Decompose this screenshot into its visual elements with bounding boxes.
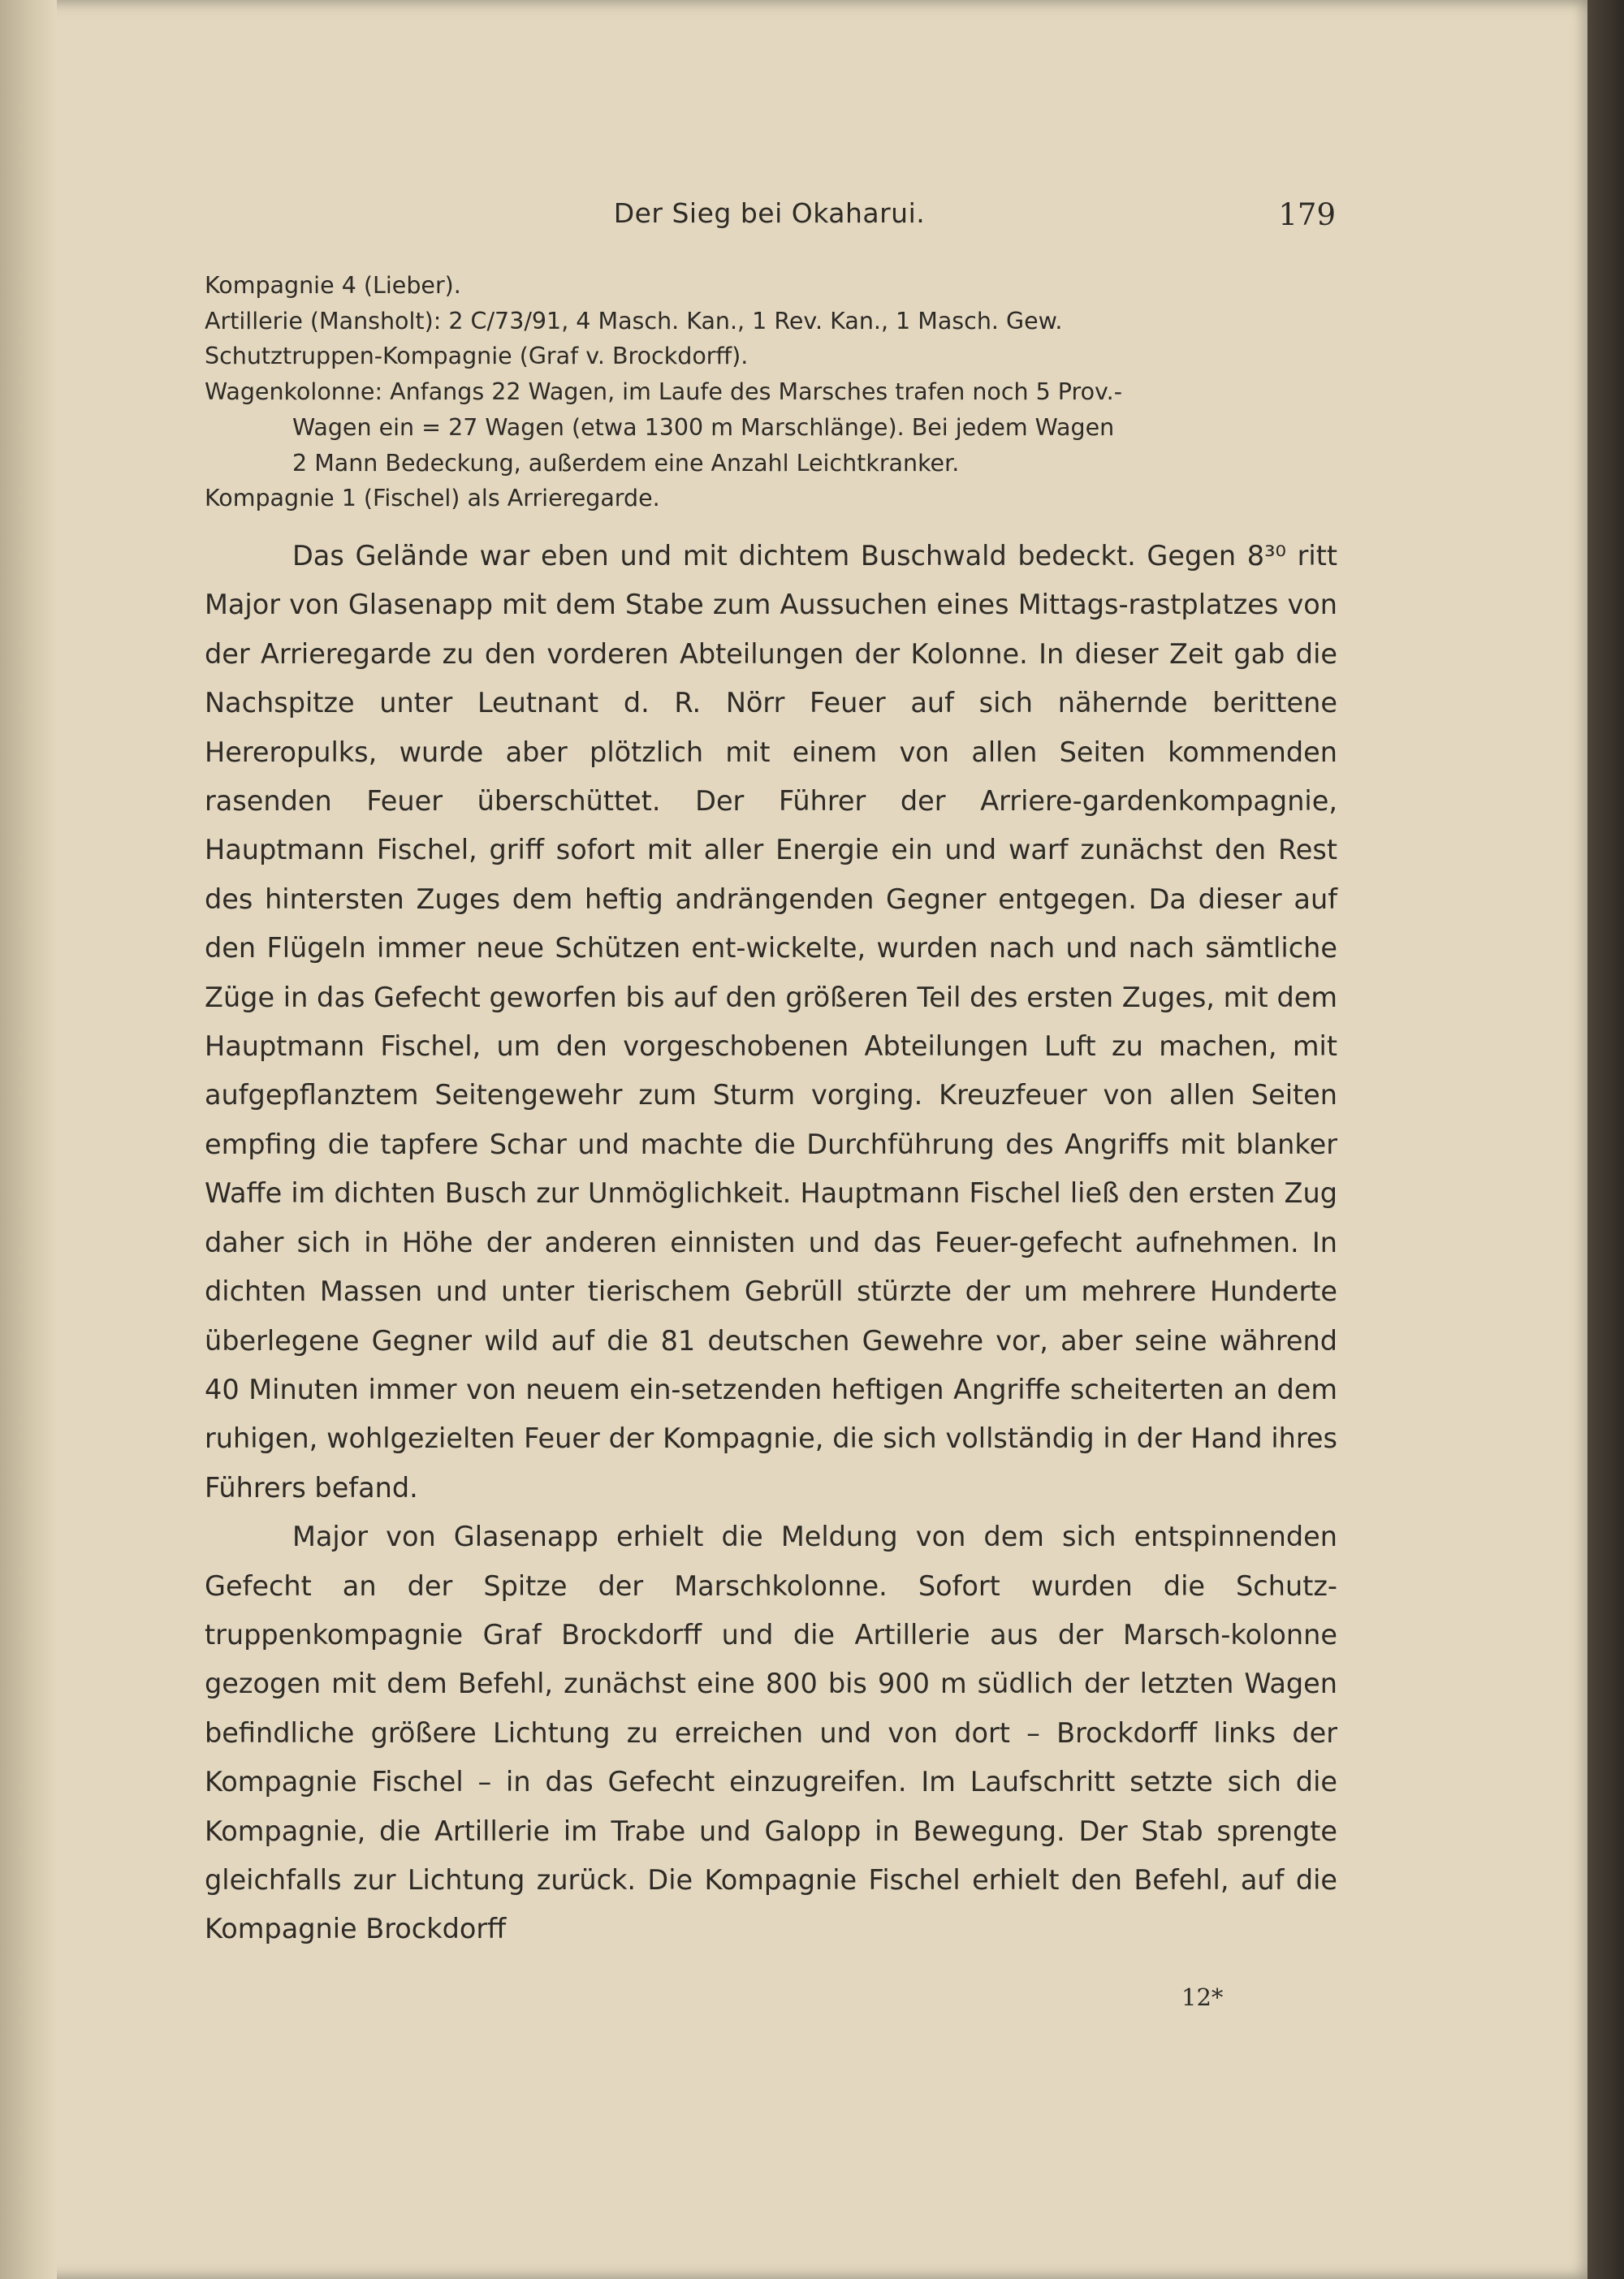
- book-spine-shadow: [0, 0, 57, 2279]
- lineup-entry: Wagenkolonne: Anfangs 22 Wagen, im Laufe des Marsches trafen noch 5 Prov.-: [205, 378, 1123, 406]
- page-number: 179: [1278, 197, 1336, 232]
- paragraph: Das Gelände war eben und mit dichtem Buschwald bedeckt. Gegen 8³⁰ ritt Major von Glasenapp mit dem Stabe zum Aussuchen eines Mittags-rastplatzes von der Arrieregarde zu den vorderen Abteilungen der Kolonne. In dieser Zeit gab die Nachspitze unter Leutnant d. R. Nörr Feuer auf sich nähernde berittene Hereropulks, wurde aber plötzlich mit einem von allen Seiten kommenden rasenden Feuer überschüttet. Der Führer der Arriere-gardenkompagnie, Hauptmann Fischel, griff sofort mit aller Energie ein und warf zunächst den Rest des hintersten Zuges dem heftig andrängenden Gegner entgegen. Da dieser auf den Flügeln immer neue Schützen ent-wickelte, wurden nach und nach sämtliche Züge in das Gefecht geworfen bis auf den größeren Teil des ersten Zuges, mit dem Hauptmann Fischel, um den vorgeschobenen Abteilungen Luft zu machen, mit aufgepflanztem Seitengewehr zum Sturm vorging. Kreuzfeuer von allen Seiten empfing die tapfere Schar und machte die Durchführung des Angriffs mit blanker Waffe im dichten Busch zur Unmöglichkeit. Hauptmann Fischel ließ den ersten Zug daher sich in Höhe der anderen einnisten und das Feuer-gefecht aufnehmen. In dichten Massen und unter tierischem Gebrüll stürzte der um mehrere Hunderte überlegene Gegner wild auf die 81 deutschen Gewehre vor, aber seine während 40 Minuten immer von neuem ein-setzenden heftigen Angriffe scheiterten an dem ruhigen, wohlgezielten Feuer der Kompagnie, die sich vollständig in der Hand ihres Führers befand.: [205, 540, 1337, 1504]
- body-text: [205, 532, 1337, 1954]
- signature-mark: 12*: [1181, 1983, 1224, 2011]
- lineup-entry-continuation: 2 Mann Bedeckung, außerdem eine Anzahl Leichtkranker.: [292, 449, 960, 477]
- book-edge: [1587, 0, 1624, 2279]
- lineup-entry: Kompagnie 4 (Lieber).: [205, 272, 461, 299]
- lineup-entry: Schutztruppen-Kompagnie (Graf v. Brockdorff).: [205, 343, 749, 370]
- running-title: Der Sieg bei Okaharui.: [613, 197, 926, 229]
- lineup-entry: Kompagnie 1 (Fischel) als Arrieregarde.: [205, 485, 660, 512]
- troop-lineup-list: [205, 268, 1337, 516]
- lineup-entry: Artillerie (Mansholt): 2 C/73/91, 4 Masch. Kan., 1 Rev. Kan., 1 Masch. Gew.: [205, 307, 1063, 335]
- lineup-entry-continuation: Wagen ein = 27 Wagen (etwa 1300 m Marschlänge). Bei jedem Wagen: [292, 413, 1115, 441]
- paragraph: Major von Glasenapp erhielt die Meldung von dem sich entspinnenden Gefecht an der Spitze der Marschkolonne. Sofort wurden die Schutz-truppenkompagnie Graf Brockdorff und die Artillerie aus der Marsch-kolonne gezogen mit dem Befehl, zunächst eine 800 bis 900 m südlich der letzten Wagen befindliche größere Lichtung zu erreichen und von dort – Brockdorff links der Kompagnie Fischel – in das Gefecht einzugreifen. Im Laufschritt setzte sich die Kompagnie, die Artillerie im Trabe und Galopp in Bewegung. Der Stab sprengte gleichfalls zur Lichtung zurück. Die Kompagnie Fischel erhielt den Befehl, auf die Kompagnie Brockdorff: [205, 1521, 1337, 1945]
- page-header: [203, 197, 1336, 246]
